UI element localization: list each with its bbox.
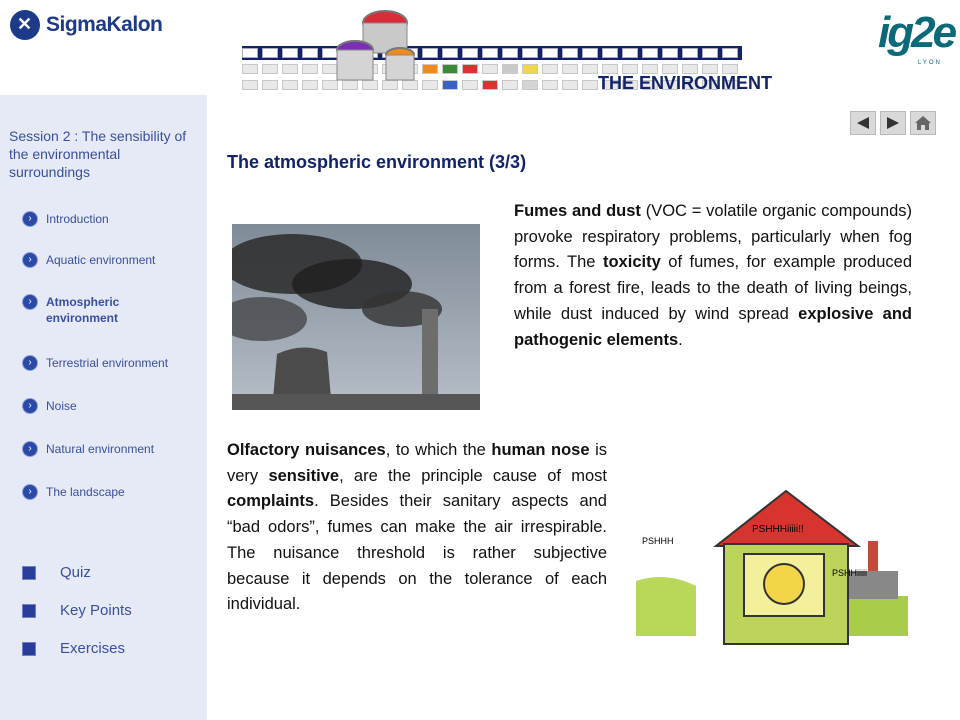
- key-points-label: Key Points: [60, 602, 132, 619]
- para2-bold-1: Olfactory nuisances: [227, 441, 386, 459]
- quiz-label: Quiz: [60, 564, 91, 581]
- banner-grid-cell: [582, 80, 598, 90]
- sidebar-item-label: The landscape: [46, 485, 125, 499]
- banner-grid-cell: [302, 64, 318, 74]
- cartoon-text-3: PSHHiiiii: [832, 568, 868, 578]
- arrow-right-icon: [885, 116, 901, 130]
- para2-text-3: , are the principle cause of most: [339, 466, 607, 485]
- sidebar-item-terrestrial[interactable]: [22, 355, 168, 371]
- arrow-bullet-icon: ›: [22, 252, 38, 268]
- para2-bold-2: human nose: [491, 441, 590, 459]
- banner-grid-cell: [242, 64, 258, 74]
- banner-grid-cell: [462, 48, 478, 58]
- banner-grid-cell: [502, 80, 518, 90]
- banner-grid-cell: [502, 64, 518, 74]
- banner-grid-cell: [482, 64, 498, 74]
- banner-grid-cell: [442, 48, 458, 58]
- para2-bold-4: complaints: [227, 492, 315, 511]
- session-title: Session 2 : The sensibility of the environmental surroundings: [9, 128, 187, 180]
- paint-cans-icon: [330, 5, 430, 85]
- banner-grid-cell: [542, 64, 558, 74]
- sidebar-item-label: Noise: [46, 399, 77, 413]
- banner-grid-cell: [282, 48, 298, 58]
- home-icon: [914, 115, 932, 131]
- banner-grid-cell: [622, 48, 638, 58]
- banner-grid-cell: [702, 48, 718, 58]
- previous-page-button[interactable]: [850, 111, 876, 135]
- arrow-bullet-icon: ›: [22, 355, 38, 371]
- ig2e-logo: [878, 8, 955, 66]
- banner-grid-cell: [582, 64, 598, 74]
- arrow-bullet-icon: ›: [22, 484, 38, 500]
- key-points-link[interactable]: [22, 602, 132, 619]
- banner-grid-cell: [722, 48, 738, 58]
- header-banner: [0, 0, 960, 95]
- sigmakalon-mark-icon: [10, 10, 40, 40]
- banner-grid-cell: [482, 48, 498, 58]
- para2-bold-3: sensitive: [268, 466, 340, 485]
- banner-grid-cell: [642, 48, 658, 58]
- para1-bold-1: Fumes and dust: [514, 202, 641, 220]
- sidebar-item-noise[interactable]: [22, 398, 77, 414]
- arrow-bullet-icon: ›: [22, 211, 38, 227]
- para2-text-2: is very: [227, 441, 607, 485]
- banner-grid-cell: [462, 80, 478, 90]
- sidebar-item-label: Introduction: [46, 212, 109, 226]
- square-bullet-icon: [22, 604, 36, 618]
- banner-grid-cell: [682, 48, 698, 58]
- sidebar-item-label: Aquatic environment: [46, 253, 156, 267]
- banner-grid-cell: [282, 64, 298, 74]
- smokestack-photo: [232, 224, 480, 410]
- banner-grid-cell: [502, 48, 518, 58]
- exercises-link[interactable]: [22, 640, 125, 657]
- section-title: THE ENVIRONMENT: [598, 73, 773, 93]
- page-navigation: [850, 111, 936, 135]
- banner-grid-cell: [662, 48, 678, 58]
- para1-text-3: .: [678, 330, 683, 349]
- para1-bold-3: explosive and pathogenic elements: [514, 304, 912, 349]
- para2-text-4: . Besides their sanitary aspects and “bad odors”, fumes can make the air irrespirable. The nuisance threshold is rather subjective because it depends on the tolerance of each individual.: [227, 492, 607, 614]
- banner-grid-cell: [442, 64, 458, 74]
- arrow-bullet-icon: ›: [22, 294, 38, 310]
- sidebar-item-natural[interactable]: [22, 441, 154, 457]
- banner-grid-cell: [522, 48, 538, 58]
- sidebar: [0, 95, 207, 720]
- banner-grid-cell: [562, 64, 578, 74]
- banner-grid-cell: [242, 80, 258, 90]
- next-page-button[interactable]: [880, 111, 906, 135]
- page-title: The atmospheric environment (3/3): [227, 152, 527, 172]
- sidebar-item-label: Natural environment: [46, 442, 155, 456]
- sidebar-item-landscape[interactable]: [22, 484, 125, 500]
- banner-grid-cell: [522, 80, 538, 90]
- ig2e-logo-subtitle: LYON: [918, 60, 942, 66]
- square-bullet-icon: [22, 642, 36, 656]
- banner-grid-cell: [262, 80, 278, 90]
- para1-text-2: of fumes, for example produced from a forest fire, leads to the death of living beings, while dust induced by wind spread: [514, 253, 912, 323]
- sidebar-item-aquatic[interactable]: [22, 252, 155, 268]
- cartoon-text-2: PSHHHiiiii!!: [752, 524, 804, 535]
- sidebar-item-label: Terrestrial environment: [46, 356, 169, 370]
- banner-grid-cell: [462, 64, 478, 74]
- arrow-left-icon: [855, 116, 871, 130]
- sigmakalon-logo: [10, 10, 162, 40]
- arrow-bullet-icon: ›: [22, 398, 38, 414]
- banner-grid-cell: [522, 64, 538, 74]
- exercises-label: Exercises: [60, 640, 126, 657]
- banner-grid-cell: [302, 80, 318, 90]
- fumes-paragraph: [514, 199, 912, 353]
- banner-grid-cell: [482, 80, 498, 90]
- home-button[interactable]: [910, 111, 936, 135]
- banner-grid-cell: [542, 80, 558, 90]
- banner-grid-row-1: [242, 48, 740, 58]
- olfactory-paragraph: [227, 438, 607, 618]
- square-bullet-icon: [22, 566, 36, 580]
- banner-grid-cell: [562, 80, 578, 90]
- para1-bold-2: toxicity: [602, 253, 661, 272]
- banner-grid-cell: [282, 80, 298, 90]
- sidebar-item-label: Atmospheric environment: [46, 295, 120, 325]
- banner-grid-cell: [302, 48, 318, 58]
- cartoon-text-1: PSHHH: [642, 536, 674, 546]
- ig2e-logo-text: ig2e: [878, 8, 955, 57]
- sidebar-item-atmospheric[interactable]: [22, 294, 152, 326]
- sidebar-item-introduction[interactable]: [22, 211, 109, 227]
- banner-grid-cell: [542, 48, 558, 58]
- para2-text-1: , to which the: [385, 441, 492, 459]
- banner-grid-cell: [262, 48, 278, 58]
- banner-grid-cell: [442, 80, 458, 90]
- smelly-house-cartoon: [636, 486, 908, 648]
- banner-grid-cell: [262, 64, 278, 74]
- arrow-bullet-icon: ›: [22, 441, 38, 457]
- banner-grid-cell: [242, 48, 258, 58]
- banner-grid-cell: [562, 48, 578, 58]
- banner-grid-cell: [602, 48, 618, 58]
- banner-grid-cell: [582, 48, 598, 58]
- quiz-link[interactable]: [22, 564, 91, 581]
- para1-text-1: (VOC = volatile organic compounds) provoke respiratory problems, particularly when fog forms. The: [514, 202, 912, 272]
- sigmakalon-logo-text: SigmaKalon: [46, 13, 163, 36]
